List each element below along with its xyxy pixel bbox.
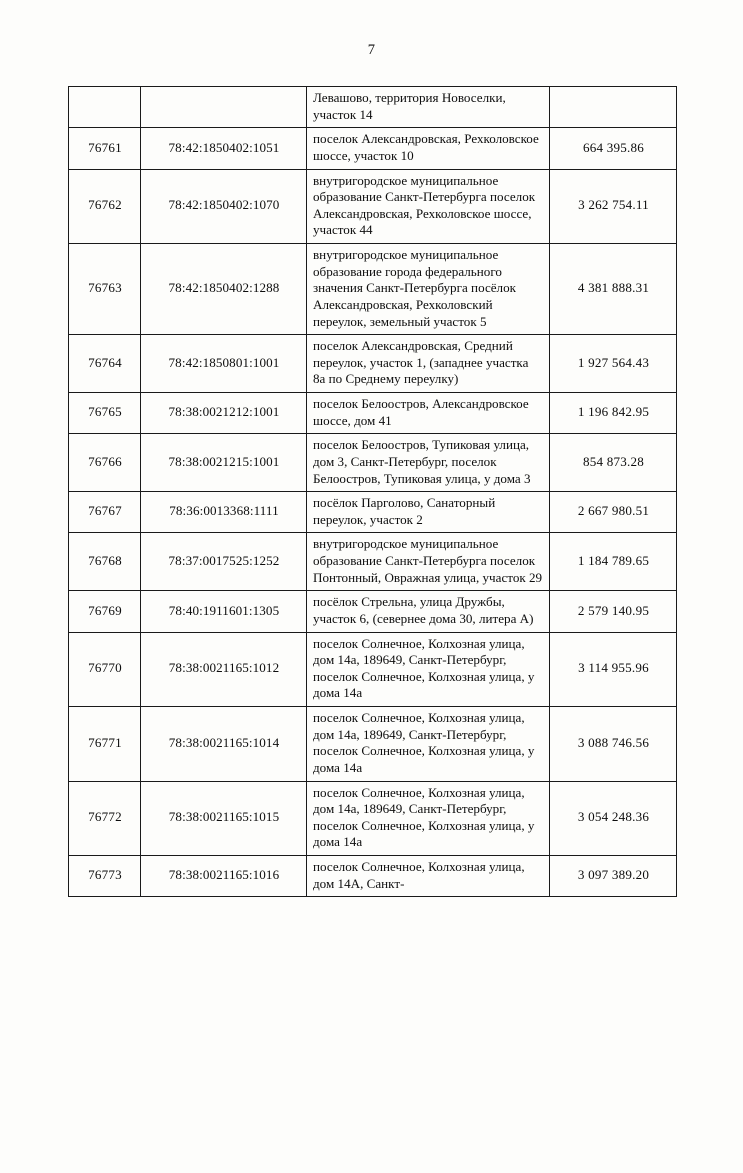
address-cell: посёлок Парголово, Санаторный переулок, участок 2: [307, 492, 550, 533]
table-row: [69, 393, 677, 434]
row-index-cell: 76768: [69, 533, 141, 591]
row-index-cell: 76771: [69, 707, 141, 782]
row-index-cell: 76770: [69, 632, 141, 707]
cadastral-number-cell: [141, 87, 307, 128]
cadastral-value-cell: 3 262 754.11: [550, 169, 677, 244]
cadastral-value-cell: 3 114 955.96: [550, 632, 677, 707]
row-index-cell: 76769: [69, 591, 141, 632]
table-row: [69, 781, 677, 856]
address-cell: внутригородское муниципальное образование Санкт-Петербурга поселок Понтонный, Овражная улица, участок 29: [307, 533, 550, 591]
land-plots-table-container: [68, 86, 676, 897]
cadastral-value-cell: 854 873.28: [550, 434, 677, 492]
cadastral-value-cell: 3 097 389.20: [550, 856, 677, 897]
address-cell: внутригородское муниципальное образование города федерального значения Санкт-Петербурга посёлок Александровская, Рехколовский переулок, земельный участок 5: [307, 244, 550, 335]
table-body: [69, 87, 677, 897]
cadastral-number-cell: 78:38:0021165:1016: [141, 856, 307, 897]
table-row: [69, 335, 677, 393]
cadastral-value-cell: 2 579 140.95: [550, 591, 677, 632]
row-index-cell: 76766: [69, 434, 141, 492]
cadastral-value-cell: 2 667 980.51: [550, 492, 677, 533]
cadastral-number-cell: 78:42:1850402:1288: [141, 244, 307, 335]
address-cell: поселок Александровская, Средний переулок, участок 1, (западнее участка 8а по Среднему переулку): [307, 335, 550, 393]
table-row: [69, 533, 677, 591]
row-index-cell: 76764: [69, 335, 141, 393]
table-row: [69, 591, 677, 632]
table-row: [69, 87, 677, 128]
cadastral-value-cell: 4 381 888.31: [550, 244, 677, 335]
table-row: [69, 632, 677, 707]
cadastral-value-cell: 1 196 842.95: [550, 393, 677, 434]
cadastral-number-cell: 78:38:0021165:1015: [141, 781, 307, 856]
row-index-cell: 76765: [69, 393, 141, 434]
cadastral-value-cell: 3 054 248.36: [550, 781, 677, 856]
table-row: [69, 707, 677, 782]
cadastral-number-cell: 78:38:0021165:1014: [141, 707, 307, 782]
land-plots-table: [68, 86, 677, 897]
address-cell: посёлок Стрельна, улица Дружбы, участок 6, (севернее дома 30, литера А): [307, 591, 550, 632]
table-row: [69, 492, 677, 533]
address-cell: поселок Белоостров, Александровское шоссе, дом 41: [307, 393, 550, 434]
cadastral-number-cell: 78:40:1911601:1305: [141, 591, 307, 632]
cadastral-number-cell: 78:42:1850402:1070: [141, 169, 307, 244]
cadastral-value-cell: 3 088 746.56: [550, 707, 677, 782]
address-cell: поселок Белоостров, Тупиковая улица, дом 3, Санкт-Петербург, поселок Белоостров, Тупиковая улица, у дома 3: [307, 434, 550, 492]
address-cell: поселок Александровская, Рехколовское шоссе, участок 10: [307, 128, 550, 169]
address-cell: поселок Солнечное, Колхозная улица, дом 14а, 189649, Санкт-Петербург, поселок Солнечное, Колхозная улица, у дома 14а: [307, 632, 550, 707]
cadastral-number-cell: 78:37:0017525:1252: [141, 533, 307, 591]
table-row: [69, 128, 677, 169]
cadastral-value-cell: 1 927 564.43: [550, 335, 677, 393]
row-index-cell: 76763: [69, 244, 141, 335]
row-index-cell: 76773: [69, 856, 141, 897]
cadastral-number-cell: 78:38:0021165:1012: [141, 632, 307, 707]
row-index-cell: 76772: [69, 781, 141, 856]
row-index-cell: 76762: [69, 169, 141, 244]
address-cell: поселок Солнечное, Колхозная улица, дом 14а, 189649, Санкт-Петербург, поселок Солнечное, Колхозная улица, у дома 14а: [307, 781, 550, 856]
cadastral-number-cell: 78:38:0021212:1001: [141, 393, 307, 434]
table-row: [69, 434, 677, 492]
row-index-cell: 76761: [69, 128, 141, 169]
cadastral-number-cell: 78:42:1850801:1001: [141, 335, 307, 393]
cadastral-number-cell: 78:38:0021215:1001: [141, 434, 307, 492]
page-number: 7: [367, 42, 376, 58]
table-row: [69, 244, 677, 335]
cadastral-number-cell: 78:36:0013368:1111: [141, 492, 307, 533]
address-cell: внутригородское муниципальное образование Санкт-Петербурга поселок Александровская, Рехколовское шоссе, участок 44: [307, 169, 550, 244]
address-cell: поселок Солнечное, Колхозная улица, дом 14А, Санкт-: [307, 856, 550, 897]
cadastral-value-cell: 1 184 789.65: [550, 533, 677, 591]
address-cell: Левашово, территория Новоселки, участок 14: [307, 87, 550, 128]
table-row: [69, 169, 677, 244]
row-index-cell: 76767: [69, 492, 141, 533]
address-cell: поселок Солнечное, Колхозная улица, дом 14а, 189649, Санкт-Петербург, поселок Солнечное, Колхозная улица, у дома 14а: [307, 707, 550, 782]
table-row: [69, 856, 677, 897]
cadastral-number-cell: 78:42:1850402:1051: [141, 128, 307, 169]
cadastral-value-cell: 664 395.86: [550, 128, 677, 169]
cadastral-value-cell: [550, 87, 677, 128]
row-index-cell: [69, 87, 141, 128]
